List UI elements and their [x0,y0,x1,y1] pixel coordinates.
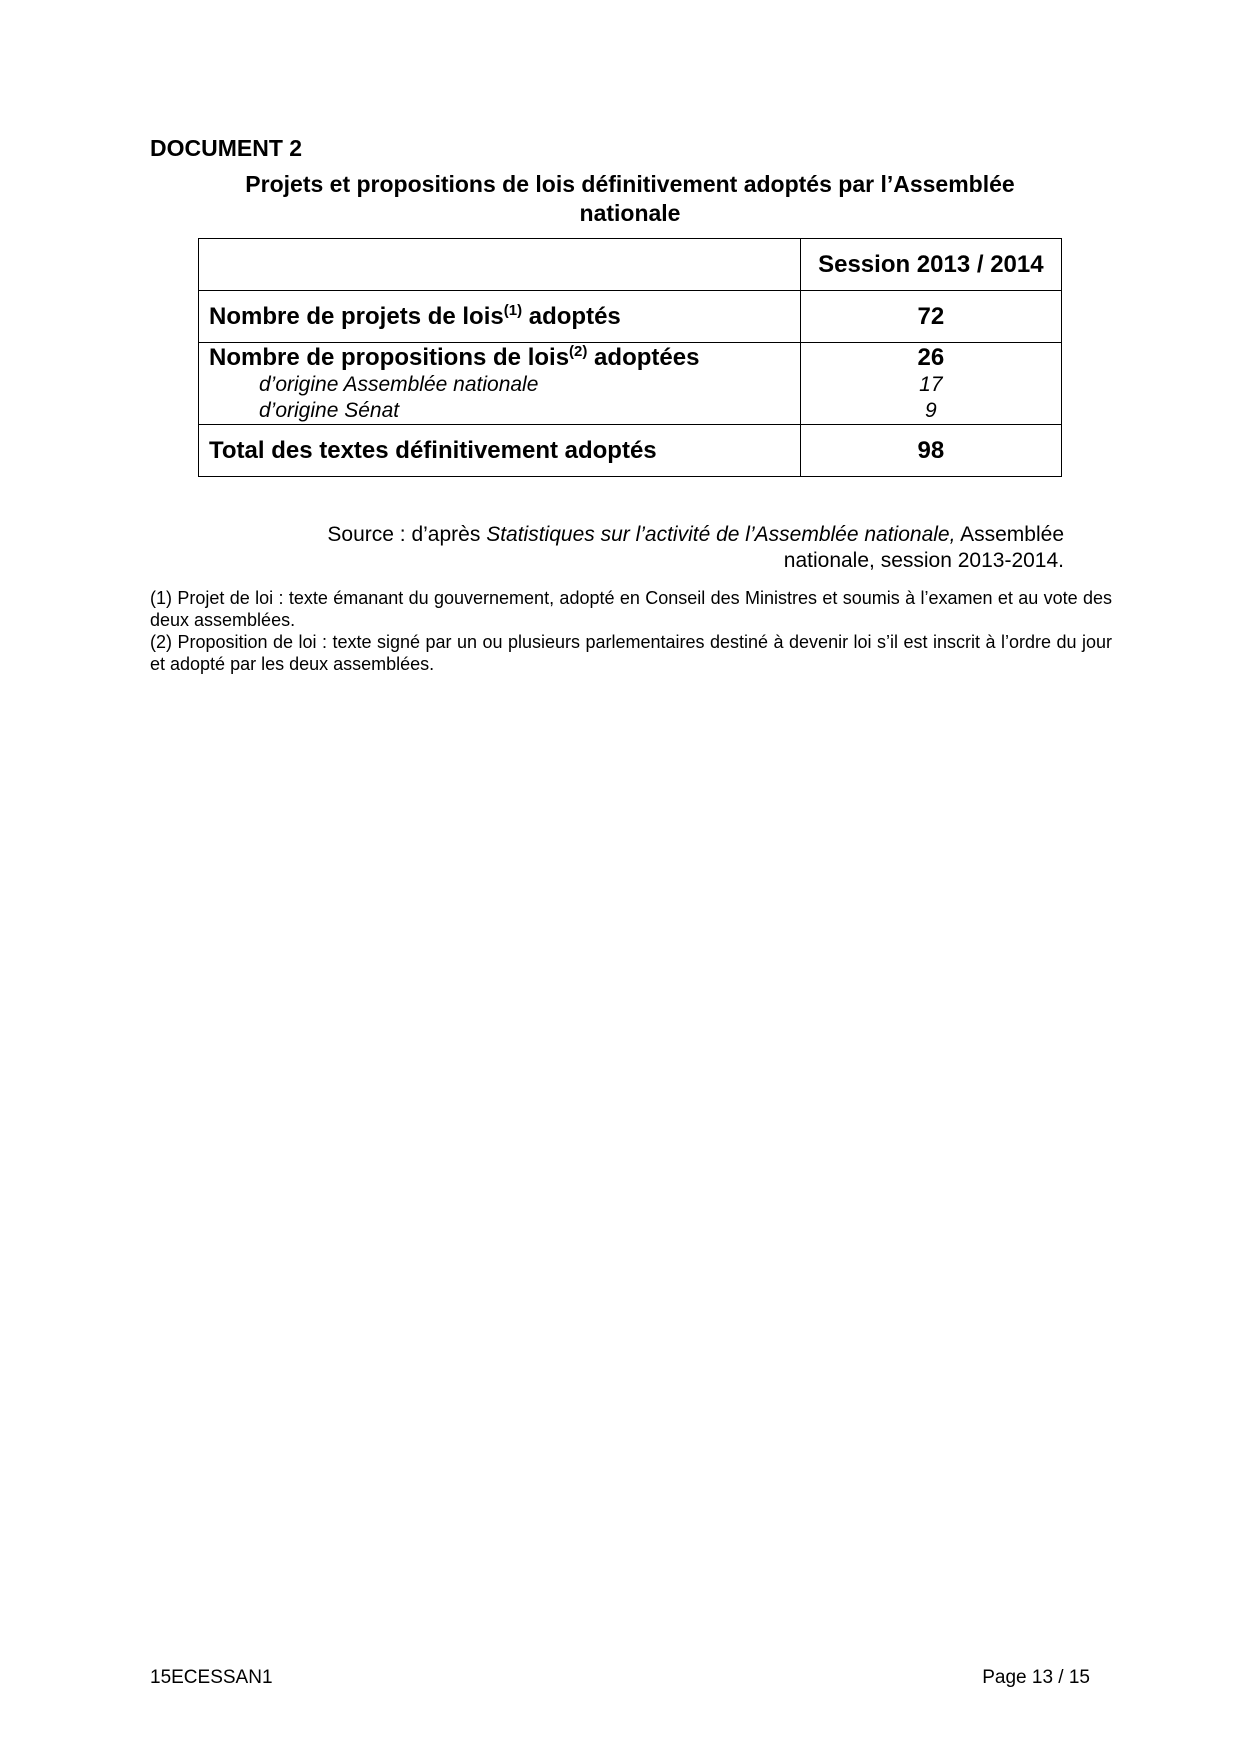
sub-row-label-assemblee: d’origine Assemblée nationale [259,373,539,396]
sub-row-value-senat: 9 [925,399,937,422]
source-line-2: nationale, session 2013-2014. [783,549,1064,572]
table-row [199,343,1062,425]
document-title-line-1: Projets et propositions de lois définitivement adoptés par l’Assemblée [245,171,1015,197]
table-row [199,291,1062,343]
row-label-text-suffix: adoptées [587,344,700,371]
source-title: Statistiques sur l’activité de l’Assemblée nationale, [486,523,956,546]
statistics-table [198,238,1062,477]
document-title-line-2: nationale [579,200,681,226]
row-label-total: Total des textes définitivement adoptés [199,425,801,477]
table-header-session: Session 2013 / 2014 [800,239,1061,291]
document-label: DOCUMENT 2 [150,135,303,161]
footer-page-number: Page 13 / 15 [982,1667,1090,1688]
table-row-total [199,425,1062,477]
footnotes [150,587,1112,675]
footnote-ref-1: (1) [503,301,523,319]
row-main-label [209,343,790,372]
row-label-text: Nombre de projets de lois [209,302,504,330]
sub-row-label-senat: d’origine Sénat [259,399,400,422]
footnote-1: (1) Projet de loi : texte émanant du gouvernement, adopté en Conseil des Ministres et soumis à l’examen et au vote des deux assemblées. [150,588,1112,630]
source-suffix: Assemblée [955,523,1064,546]
footnote-ref-2: (2) [569,343,588,360]
source-prefix: Source : d’après [327,523,487,546]
table-header-row [199,239,1062,291]
row-value-projets: 72 [800,291,1061,343]
sub-row-value-assemblee: 17 [919,373,943,396]
row-value-propositions [800,343,1061,425]
footnote-2: (2) Proposition de loi : texte signé par un ou plusieurs parlementaires destiné à devenir loi s’il est inscrit à l’ordre du jour et adopté par les deux assemblées. [150,632,1112,674]
table-header-label [199,239,801,291]
row-label-propositions [199,343,801,425]
footer-code: 15ECESSAN1 [150,1667,273,1688]
row-main-value: 26 [917,344,945,371]
source-citation [198,522,1064,574]
row-value-total: 98 [800,425,1061,477]
row-label-projets [199,291,801,343]
row-label-text: Nombre de propositions de lois [209,344,570,371]
row-label-text-suffix: adoptés [522,302,621,330]
source-line-1 [198,522,1064,548]
document-title [150,170,1110,228]
